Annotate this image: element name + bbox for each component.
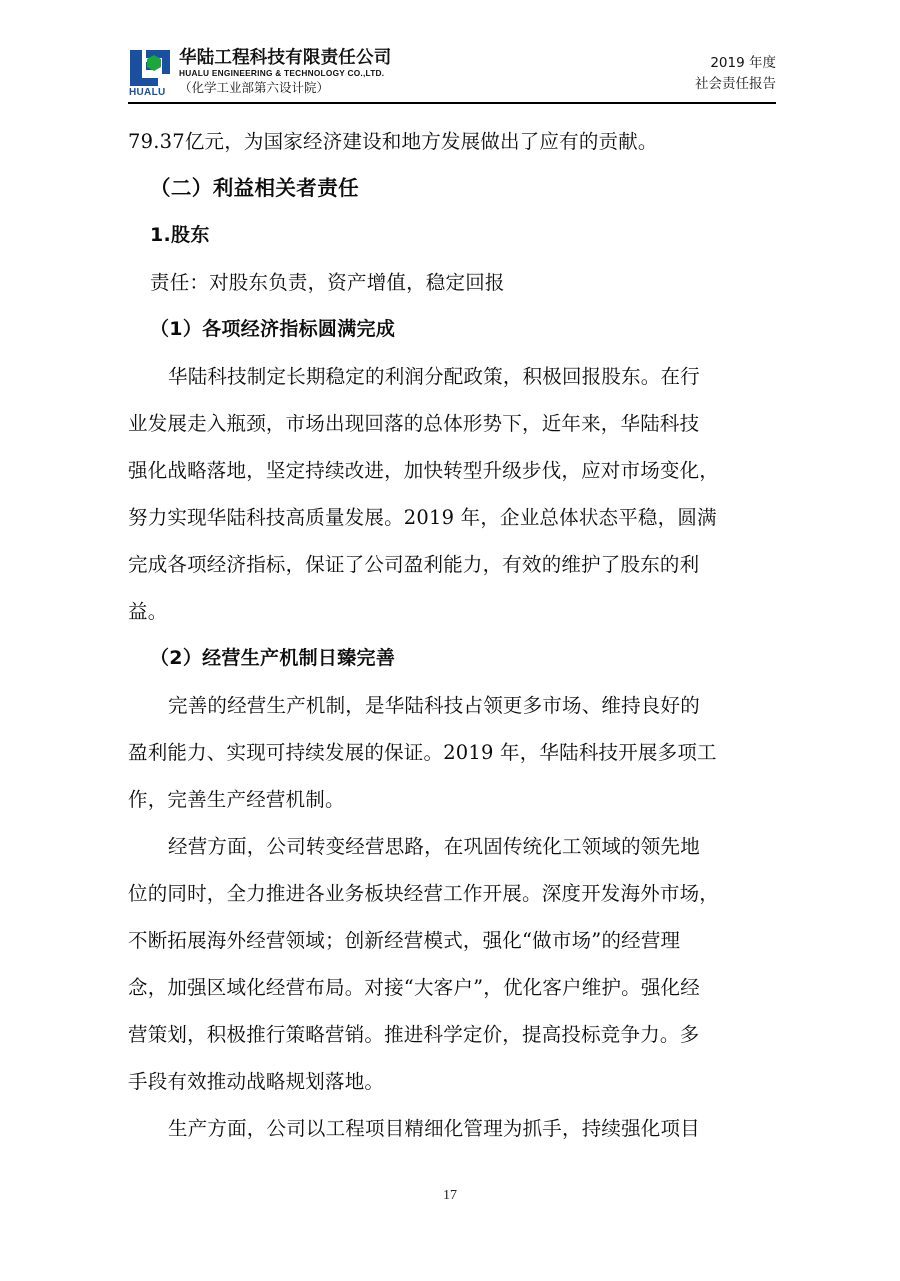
- body-line: 华陆科技制定长期稳定的利润分配政策，积极回报股东。在行: [168, 365, 700, 388]
- page-header: [128, 48, 776, 106]
- body-line: 盈利能力、实现可持续发展的保证。2019 年，华陆科技开展多项工: [128, 741, 717, 764]
- body-line: 生产方面，公司以工程项目精细化管理为抓手，持续强化项目: [168, 1117, 700, 1140]
- header-year: 2019 年度: [710, 55, 776, 71]
- header-report-name: 社会责任报告: [695, 76, 776, 92]
- body-line: 营策划，积极推行策略营销。推进科学定价，提高投标竞争力。多: [128, 1023, 700, 1046]
- company-name-sub: （化学工业部第六设计院）: [179, 80, 330, 95]
- section-heading: （2）经营生产机制日臻完善: [150, 647, 396, 669]
- section-heading: 1.股东: [150, 224, 210, 246]
- section-heading: （二）利益相关者责任: [150, 176, 359, 200]
- company-name-block: [179, 48, 391, 95]
- body-line: 强化战略落地，坚定持续改进，加快转型升级步伐，应对市场变化，: [128, 459, 720, 482]
- body-line: 手段有效推动战略规划落地。: [128, 1070, 385, 1093]
- company-name-cn: 华陆工程科技有限责任公司: [179, 48, 392, 68]
- body-line: 作，完善生产经营机制。: [128, 788, 345, 811]
- section-heading: （1）各项经济指标圆满完成: [150, 318, 396, 340]
- body-line: 79.37亿元，为国家经济建设和地方发展做出了应有的贡献。: [128, 130, 658, 153]
- header-divider: [128, 102, 776, 104]
- body-line: 努力实现华陆科技高质量发展。2019 年，企业总体状态平稳，圆满: [128, 506, 717, 529]
- body-line: 念，加强区域化经营布局。对接“大客户”，优化客户维护。强化经: [128, 976, 700, 999]
- document-body: [128, 118, 776, 1152]
- body-line: 益。: [128, 600, 168, 623]
- body-line: 经营方面，公司转变经营思路，在巩固传统化工领域的领先地: [168, 835, 700, 858]
- page-footer: [0, 1186, 900, 1204]
- hualu-logo-mark: [128, 48, 172, 98]
- company-name-en: HUALU ENGINEERING & TECHNOLOGY CO.,LTD.: [179, 68, 385, 78]
- body-line: 位的同时，全力推进各业务板块经营工作开展。深度开发海外市场，: [128, 882, 720, 905]
- logo-wordmark: HUALU: [129, 87, 166, 98]
- body-line: 完成各项经济指标，保证了公司盈利能力，有效的维护了股东的利: [128, 553, 700, 576]
- body-line: 业发展走入瓶颈，市场出现回落的总体形势下，近年来，华陆科技: [128, 412, 700, 435]
- body-line: 不断拓展海外经营领域；创新经营模式，强化“做市场”的经营理: [128, 929, 681, 952]
- page-number: 17: [443, 1188, 457, 1203]
- company-logo: [128, 48, 391, 98]
- body-line: 完善的经营生产机制，是华陆科技占领更多市场、维持良好的: [168, 694, 700, 717]
- header-report-title: [695, 48, 776, 95]
- body-line: 责任：对股东负责，资产增值，稳定回报: [150, 271, 505, 294]
